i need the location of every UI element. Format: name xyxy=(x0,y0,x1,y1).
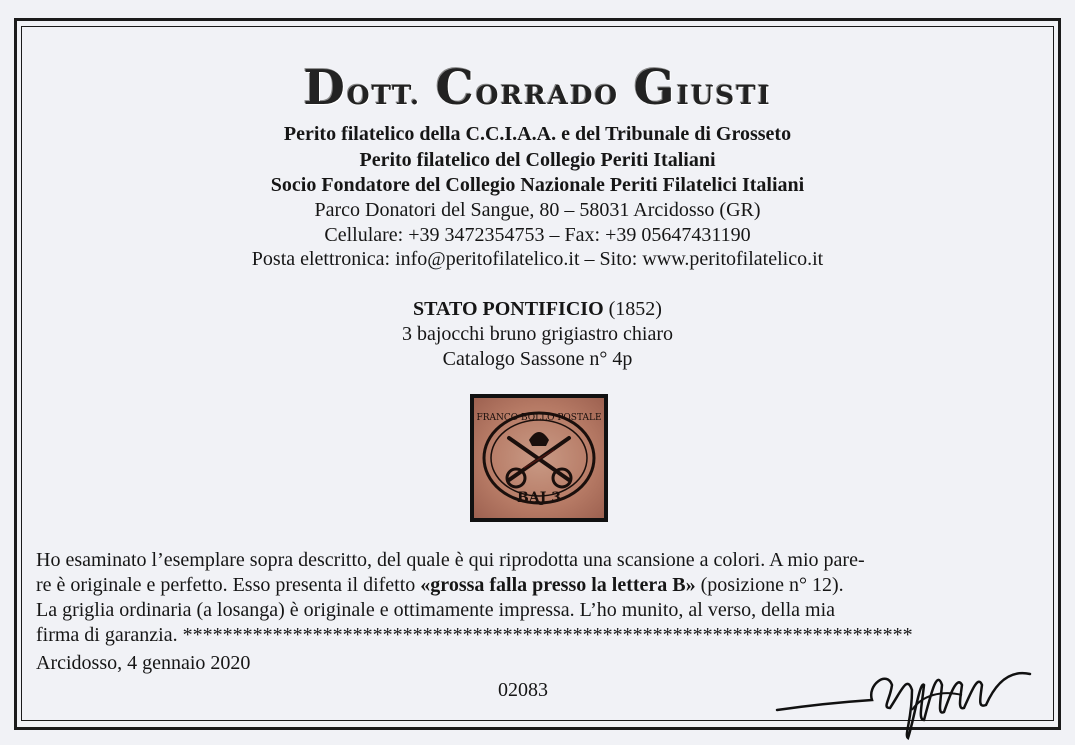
phone-fax-line: Cellulare: +39 3472354753 – Fax: +39 05647431190 xyxy=(324,224,751,246)
stamp-top-text: FRANCO BOLLO POSTALE xyxy=(476,413,602,423)
item-catalog: Catalogo Sassone n° 4p xyxy=(442,348,633,370)
cert-line-4: firma di garanzia. ************************************************************************* xyxy=(36,624,913,646)
expert-name-title: DOTT. CORRADO GIUSTI xyxy=(303,60,772,116)
stamp-image xyxy=(470,394,608,522)
item-country: STATO PONTIFICIO (1852) xyxy=(413,298,662,320)
cert-line-1: Ho esaminato l’esemplare sopra descritto, del quale è qui riprodotta una scansione a colori. A mio pare- xyxy=(36,549,865,571)
cert-number: 02083 xyxy=(498,679,548,701)
credential-line-3: Socio Fondatore del Collegio Nazionale Periti Filatelici Italiani xyxy=(270,174,805,196)
credential-line-2: Perito filatelico del Collegio Periti Italiani xyxy=(359,149,716,171)
stamp-value-text: BAJ 3 xyxy=(517,490,561,506)
cert-date: Arcidosso, 4 gennaio 2020 xyxy=(36,652,251,674)
item-description: 3 bajocchi bruno grigiastro chiaro xyxy=(401,323,674,345)
email-site-line: Posta elettronica: info@peritofilatelico.it – Sito: www.peritofilatelico.it xyxy=(251,248,824,270)
address-line: Parco Donatori del Sangue, 80 – 58031 Arcidosso (GR) xyxy=(314,199,761,221)
credential-line-1: Perito filatelico della C.C.I.A.A. e del Tribunale di Grosseto xyxy=(283,123,792,145)
cert-line-3: La griglia ordinaria (a losanga) è originale e ottimamente impressa. L’ho munito, al verso, della mia xyxy=(36,599,836,621)
cert-line-2: re è originale e perfetto. Esso presenta il difetto «grossa falla presso la lettera B» (posizione n° 12). xyxy=(36,574,844,596)
handwritten-signature xyxy=(772,650,1042,745)
